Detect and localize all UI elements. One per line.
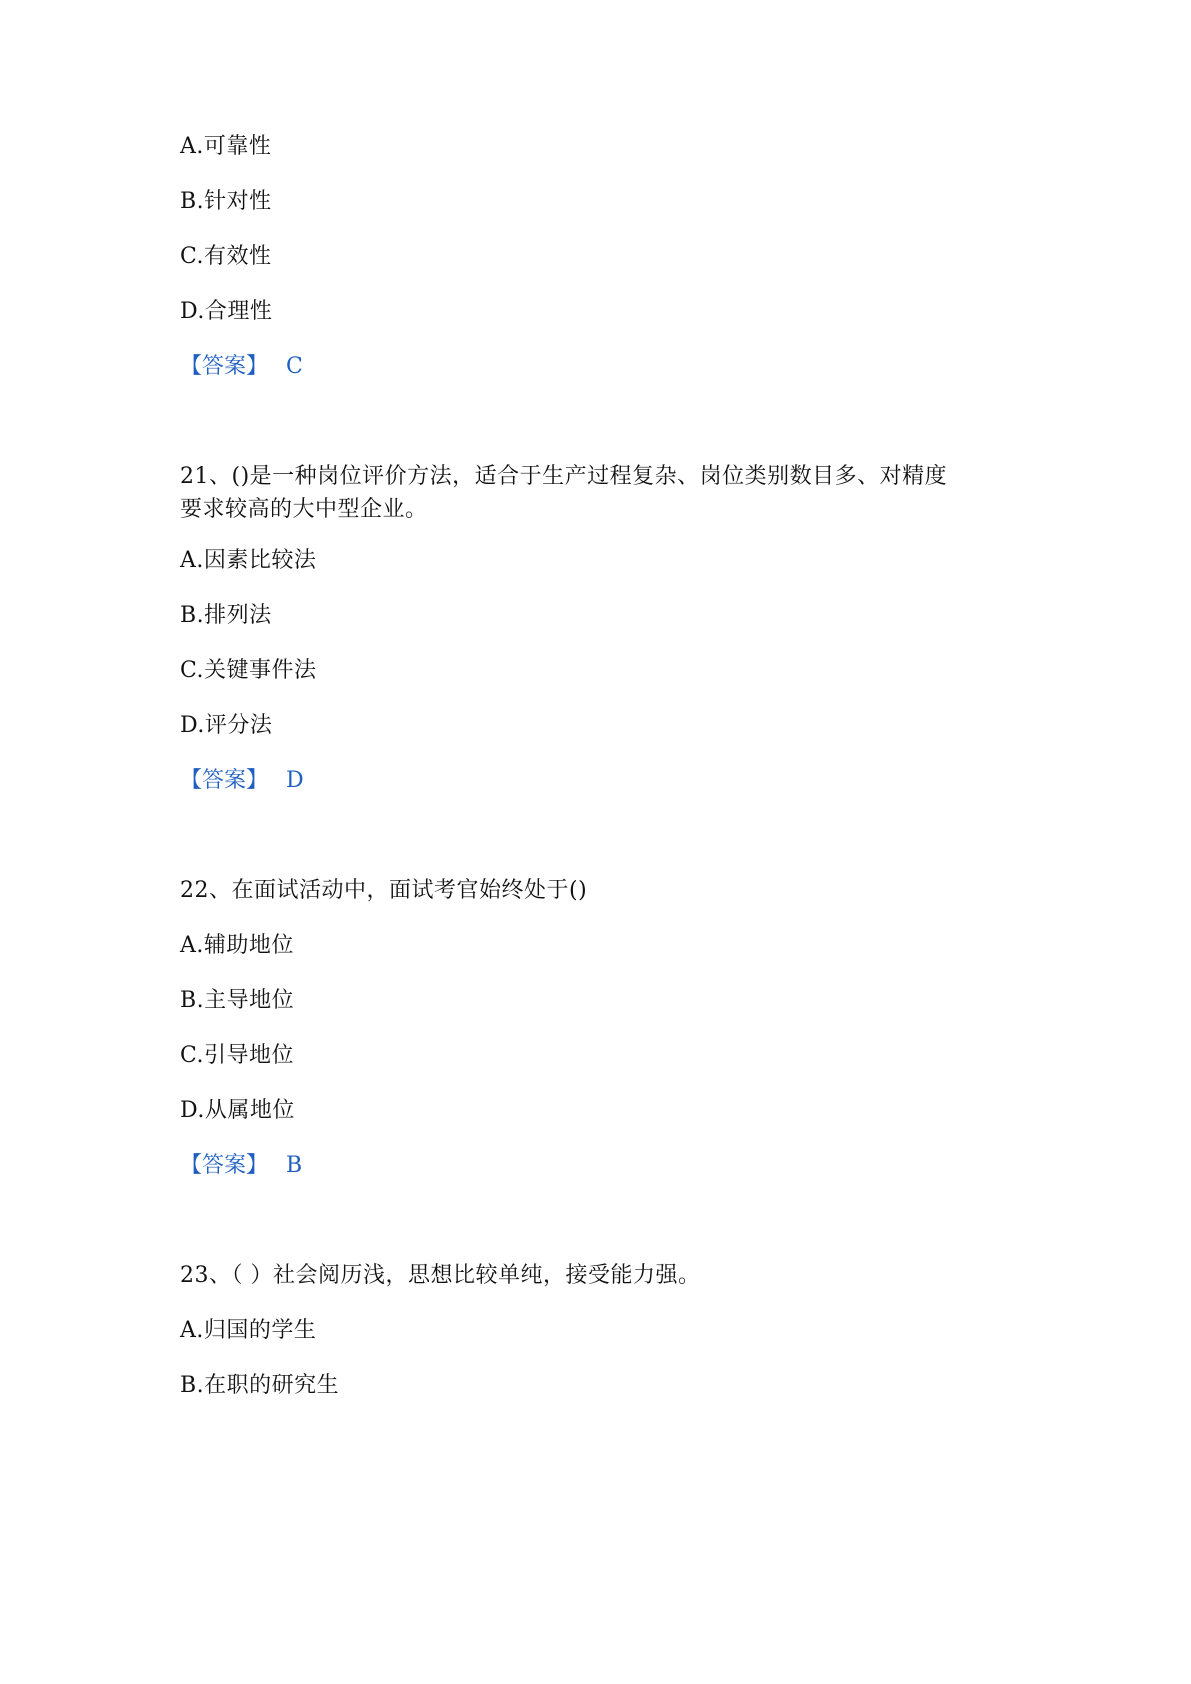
q21-option-b: B.排列法 xyxy=(180,603,272,628)
answer-value: D xyxy=(286,768,304,793)
q21-option-c: C.关键事件法 xyxy=(180,658,317,683)
q21-option-d: D.评分法 xyxy=(180,713,273,738)
answer-label: 【答案】 xyxy=(180,354,269,379)
q23-question: 23、（ ）社会阅历浅，思想比较单纯，接受能力强。 xyxy=(180,1263,701,1288)
q22-question: 22、在面试活动中，面试考官始终处于() xyxy=(180,878,588,903)
answer-label: 【答案】 xyxy=(180,1153,269,1178)
q22-option-c: C.引导地位 xyxy=(180,1043,295,1068)
answer-label: 【答案】 xyxy=(180,768,269,793)
q23-option-a: A.归国的学生 xyxy=(180,1318,317,1343)
q23-option-b: B.在职的研究生 xyxy=(180,1373,340,1398)
q22-answer xyxy=(180,1151,302,1181)
q20-option-d: D.合理性 xyxy=(180,299,273,324)
q22-option-b: B.主导地位 xyxy=(180,988,295,1013)
q20-option-a: A.可靠性 xyxy=(180,134,272,159)
q21-answer xyxy=(180,766,304,796)
q21-question-line1: 21、()是一种岗位评价方法，适合于生产过程复杂、岗位类别数目多、对精度 xyxy=(180,464,948,489)
q22-option-a: A.辅助地位 xyxy=(180,933,294,958)
q22-option-d: D.从属地位 xyxy=(180,1098,295,1123)
q21-option-a: A.因素比较法 xyxy=(180,548,317,573)
q20-answer xyxy=(180,352,303,382)
answer-value: B xyxy=(286,1153,303,1178)
q20-option-b: B.针对性 xyxy=(180,189,272,214)
q20-option-c: C.有效性 xyxy=(180,244,272,269)
answer-value: C xyxy=(286,354,303,379)
q21-question-line2: 要求较高的大中型企业。 xyxy=(180,497,428,522)
